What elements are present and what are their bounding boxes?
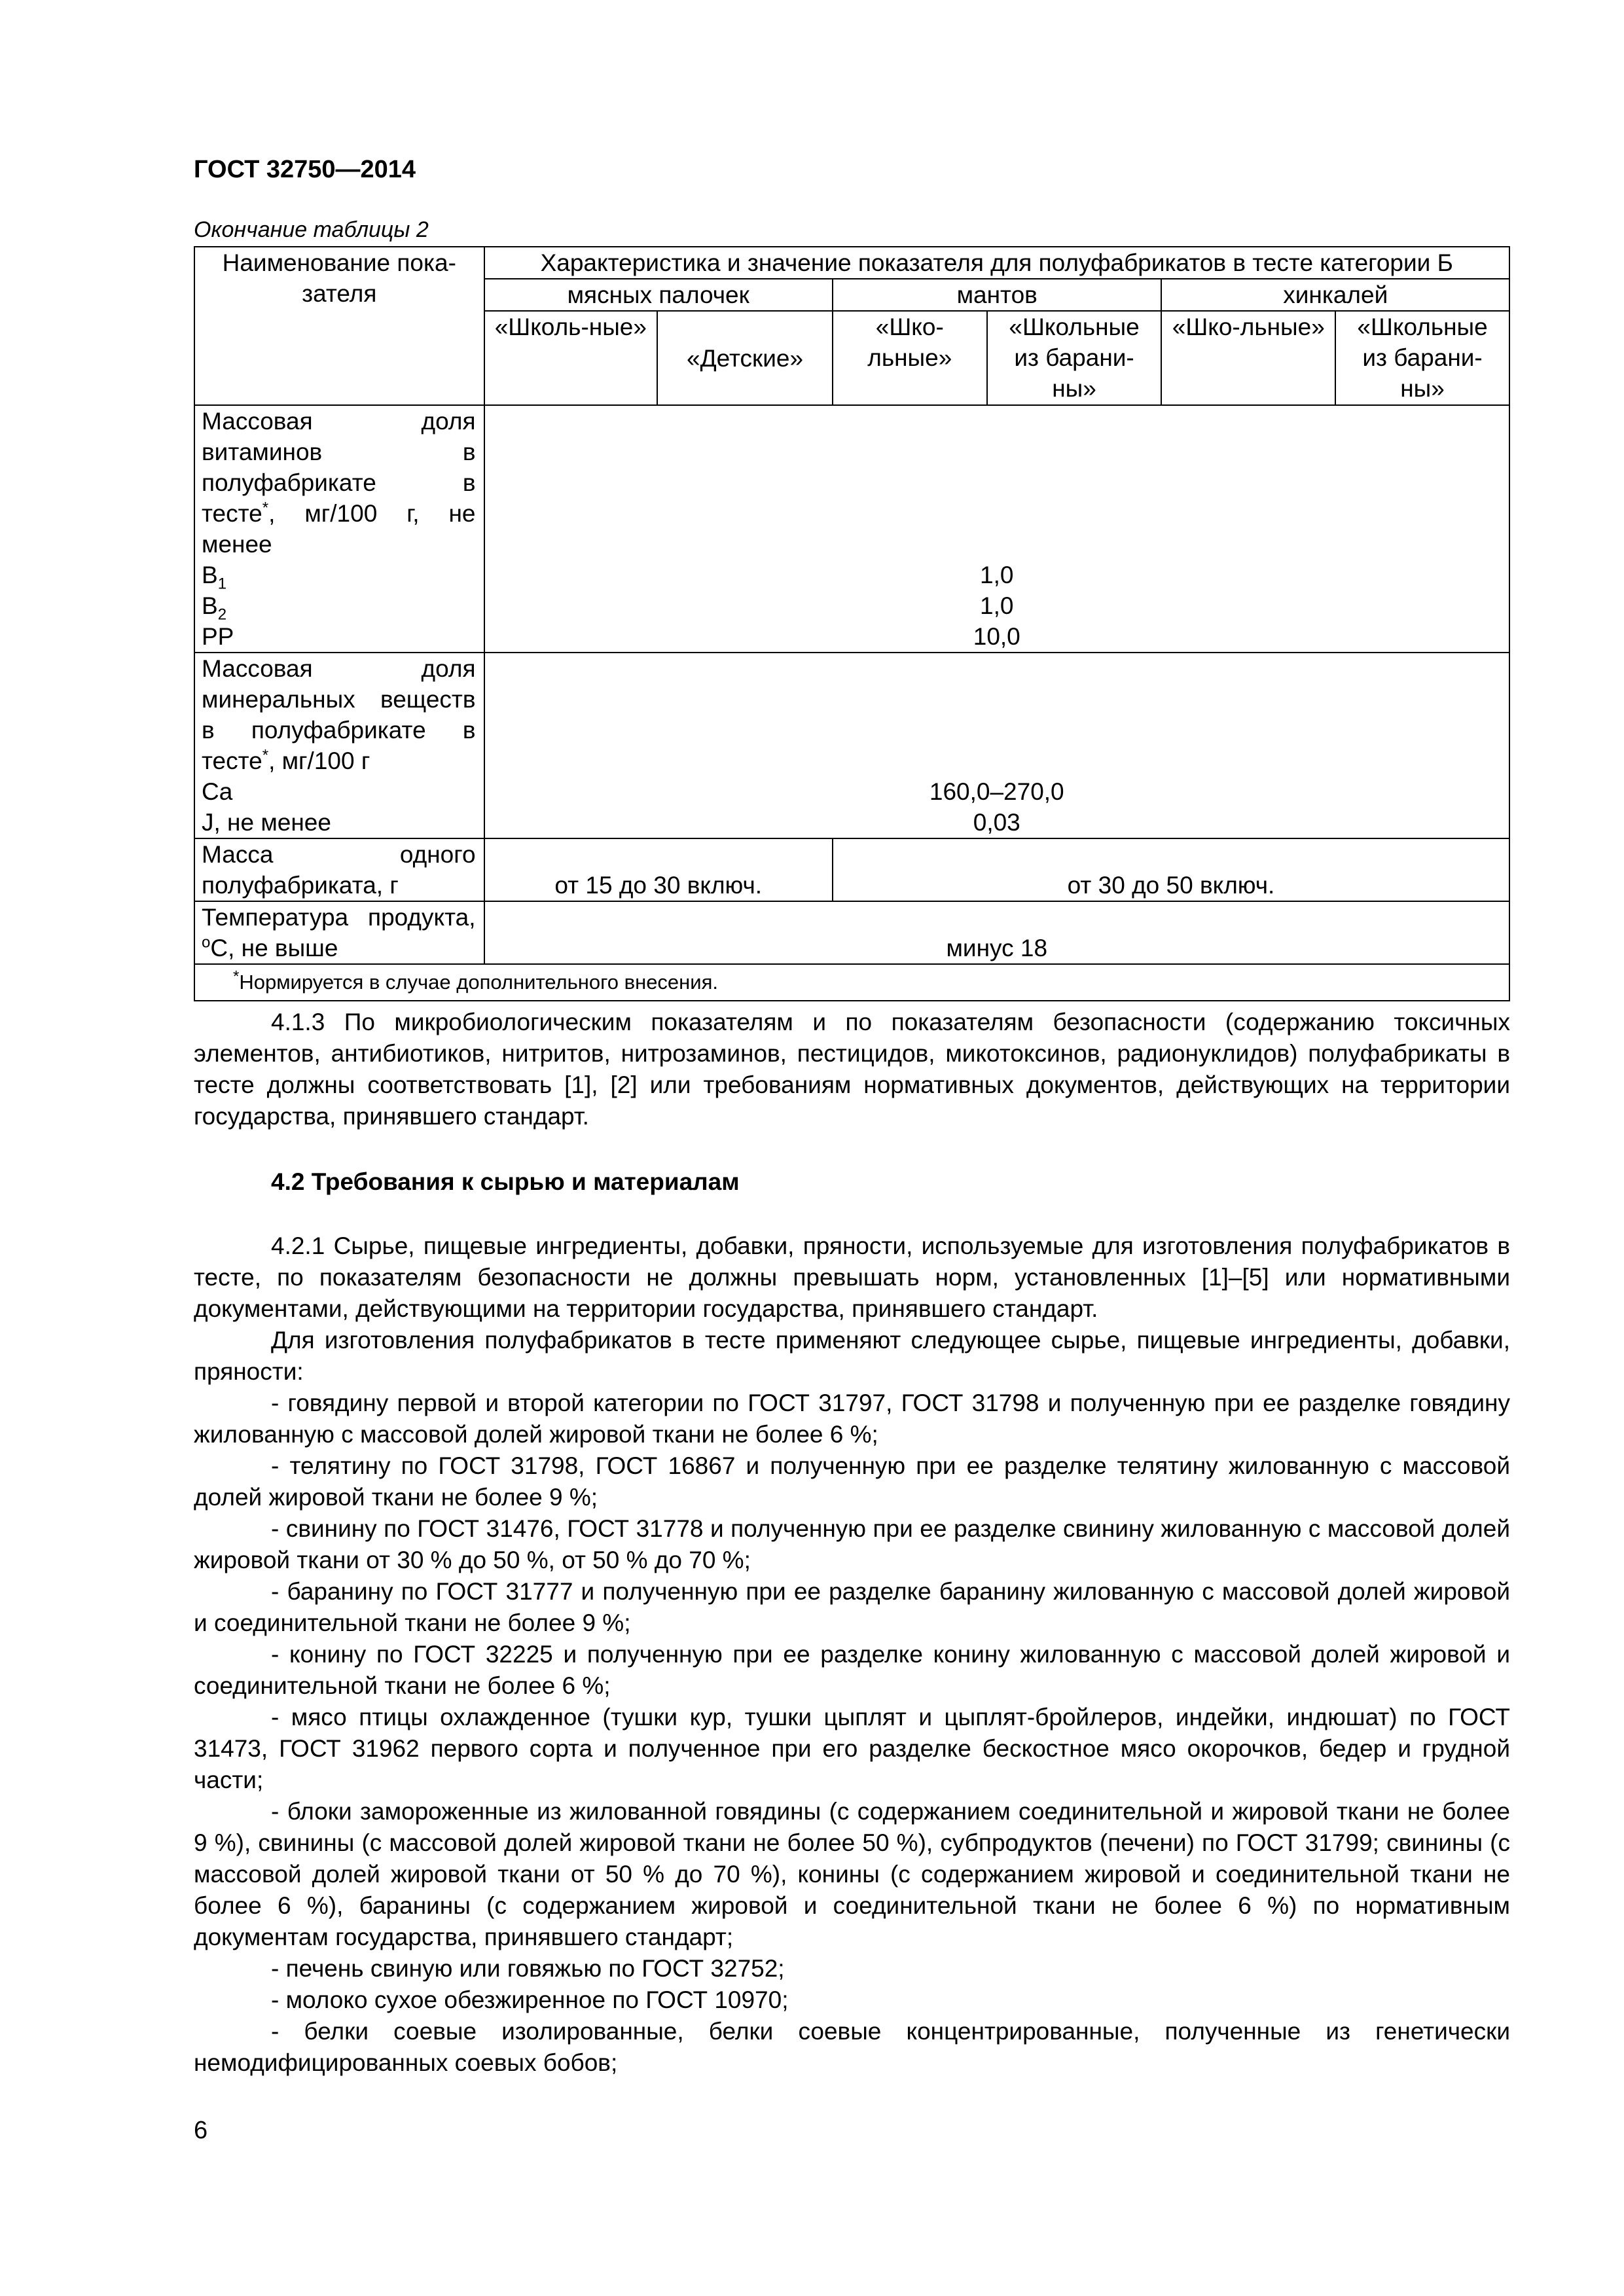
table-row [194,405,1509,653]
sub-item-label: $B_2$ [202,592,227,624]
table-caption: Окончание таблицы 2 [194,217,429,242]
row-label-vitamins [194,405,484,653]
section-4-2-1 [194,1230,1510,2079]
list-item: - блоки замороженные из жилованной говядины (с содержанием соединительной и жировой ткани не более 9 %), свинины (с массовой долей жировой ткани не более 50 %), субпродуктов (печени) по ГОСТ 31799; свинины (с массовой долей жировой ткани от 50 % до 70 %), конины (с содержанием жировой и соединительной ткани не более 6 %), баранины (с содержанием жировой и соединительной ткани не более 6 %) по нормативным документам государства, принявшего стандарт; [194,1798,1510,1950]
sub-item-label: $B_1$ [202,562,227,593]
paragraph: 4.2.1 Сырье, пищевые ингредиенты, добавки, пряности, используемые для изготовления полуфабрикатов в тесте, по показателям безопасности не должны превышать норм, установленных [1]–[5] или нормативными документами, действующими на территории государства, принявшего стандарт. [194,1232,1510,1322]
list-item: - баранину по ГОСТ 31777 и полученную при ее разделке баранину жилованную с массовой долей жировой и соединительной ткани не более 9 %; [194,1578,1510,1636]
table-row [194,653,1509,838]
section-4-2 [194,1166,1510,1198]
column-header: «Школьные из барани-ны» [1335,311,1509,405]
cell-value: 160,0–270,0 [929,778,1064,805]
page-number: 6 [194,2117,208,2144]
column-header: «Шко-льные» [1161,311,1335,405]
row-values-minerals [484,653,1509,838]
indicators-table [194,246,1510,1001]
cell-value: 0,03 [973,809,1020,836]
column-header: «Детские» [657,311,833,405]
sub-item-label: PP [202,623,234,650]
column-header: «Школь-ные» [484,311,658,405]
document-header: ГОСТ 32750—2014 [194,156,416,183]
section-heading: 4.2 Требования к сырью и материалам [271,1168,740,1195]
subgroup-header: хинкалей [1161,279,1509,311]
subgroup-header: мясных палочек [484,279,833,311]
list-item: - говядину первой и второй категории по ГОСТ 31797, ГОСТ 31798 и полученную при ее разделке говядину жилованную с массовой долей жировой ткани не более 6 %; [194,1390,1510,1448]
sub-item-label: J, не менее [202,809,331,836]
row-values-vitamins [484,405,1509,653]
col-header-name: Наименование пока-зателя [194,247,484,405]
list-item: - свинину по ГОСТ 31476, ГОСТ 31778 и полученную при ее разделке свинину жилованную с массовой долей жировой ткани от 30 % до 50 %, от 50 % до 70 %; [194,1515,1510,1573]
cell-value: 1,0 [980,562,1014,588]
cell-value: 1,0 [980,592,1014,619]
cell-value: 10,0 [973,623,1020,650]
section-4-1-3 [194,1007,1510,1132]
col-header-group: Характеристика и значение показателя для полуфабрикатов в тесте категории Б [484,247,1509,279]
list-item: - телятину по ГОСТ 31798, ГОСТ 16867 и полученную при ее разделке телятину жилованную с массовой долей жировой ткани не более 9 %; [194,1452,1510,1511]
row-name: Массовая доля минеральных веществ в полуфабрикате в тесте*, мг/100 г [202,655,476,774]
paragraph: 4.1.3 По микробиологическим показателям и по показателям безопасности (содержанию токсичных элементов, антибиотиков, нитритов, нитрозаминов, пестицидов, микотоксинов, радионуклидов) полуфабрикаты в тесте должны соответствовать [1], [2] или требованиям нормативных документов, действующих на территории государства, принявшего стандарт. [194,1009,1510,1130]
list-item: - белки соевые изолированные, белки соевые концентрированные, полученные из генетически немодифицированных соевых бобов; [194,2018,1510,2076]
column-header: «Шко-льные» [833,311,987,405]
list-item: - конину по ГОСТ 32225 и полученную при ее разделке конину жилованную с массовой долей жировой и соединительной ткани не более 6 %; [194,1641,1510,1699]
row-name: Массовая доля витаминов в полуфабрикате в тесте*, мг/100 г, не менее [202,408,476,558]
list-item: - молоко сухое обезжиренное по ГОСТ 10970; [271,1986,789,2013]
table-row [194,901,1509,964]
cell-value: от 30 до 50 включ. [833,838,1509,901]
table-row [194,838,1509,901]
row-label-temperature: Температура продукта, $^o$С, не выше [194,901,484,964]
list-item: - печень свиную или говяжью по ГОСТ 32752; [271,1955,785,1982]
column-header: «Школьные из барани-ны» [987,311,1162,405]
subgroup-header: мантов [833,279,1162,311]
row-label-mass: Масса одного полуфабриката, г [194,838,484,901]
cell-value: минус 18 [484,901,1509,964]
table-footnote: *Нормируется в случае дополнительного внесения. [194,964,1509,1001]
cell-value: от 15 до 30 включ. [484,838,833,901]
row-label-minerals [194,653,484,838]
list-item: - мясо птицы охлажденное (тушки кур, тушки цыплят и цыплят-бройлеров, индейки, индюшат) по ГОСТ 31473, ГОСТ 31962 первого сорта и полученное при его разделке бескостное мясо окорочков, бедер и грудной части; [194,1704,1510,1793]
paragraph: Для изготовления полуфабрикатов в тесте применяют следующее сырье, пищевые ингредиенты, добавки, пряности: [194,1327,1510,1385]
sub-item-label: Ca [202,778,233,805]
